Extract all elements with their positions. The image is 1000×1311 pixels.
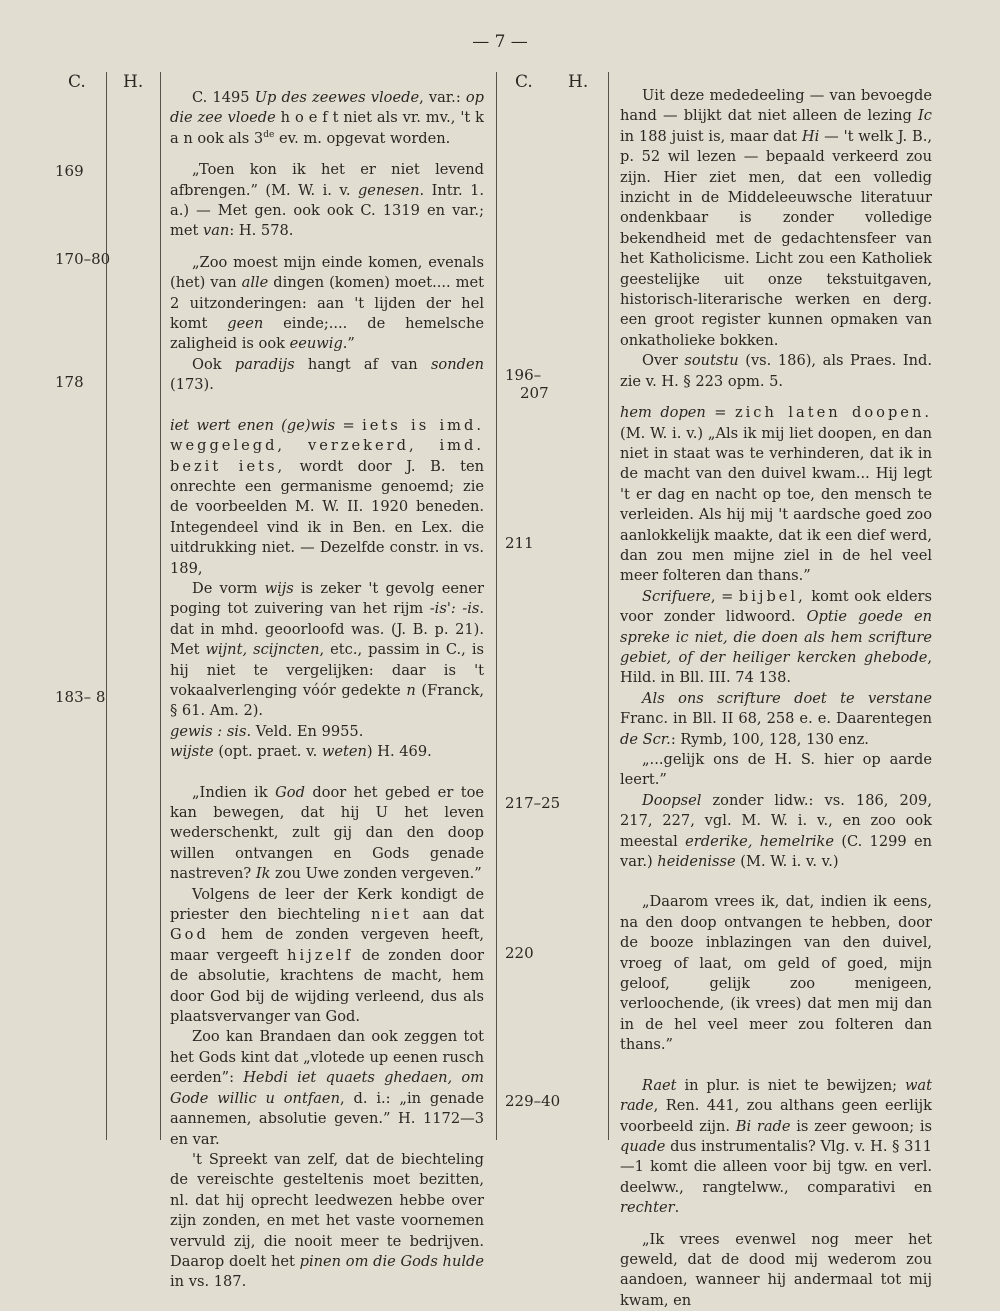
paragraph: iet wert enen (ge)wis = iets is imd. weggelegd, verzekerd, imd. bezit iets, wordt door J. B. ten onrechte een germanisme genoemd; zie de voorbeelden M. W. II. 1920 beneden. Integendeel vind ik in Ben. en Lex. die uitdrukking niet. — Dezelfde constr. in vs. 189, (170, 416, 484, 577)
margin-verse-ref: 170–80 (55, 250, 111, 268)
margin-verse-ref: 229–40 (505, 1092, 561, 1110)
paragraph: Raet in plur. is niet te bewijzen; wat rade, Ren. 441, zou althans geen eerlijk voorbeeld zijn. Bi rade is zeer gewoon; is quade dus instrumentalis? Vlg. v. H. § 311—1 komt die alleen voor bij tgw. en verl. deelww., rangtelww., comparativi en rechter. (620, 1076, 932, 1217)
paragraph: „Zoo moest mijn einde komen, evenals (het) van alle dingen (komen) moet.... met 2 uitzonderingen: aan 't lijden der hel komt geen einde;.... de hemelsche zaligheid is ook eeuwig.” (170, 253, 484, 353)
margin-verse-ref: 196– (505, 366, 542, 384)
paragraph: 't Spreekt van zelf, dat de biechteling de vereischte gesteltenis moet bezitten, nl. dat hij oprecht leedwezen hebbe over zijn zonden, en met het vaste voornemen vervuld zij, die nooit meer te bedrijven. Daarop doelt het pinen om die Gods hulde in vs. 187. (170, 1150, 484, 1291)
left-column-text (170, 88, 484, 1293)
col-header-h-left: H. (123, 72, 144, 92)
margin-verse-ref: 207 (520, 384, 549, 402)
margin-verse-ref: 211 (505, 534, 534, 552)
paragraph: „Toen kon ik het er niet levend afbrengen.” (M. W. i. v. genesen. Intr. 1. a.) — Met gen. ook ook C. 1319 en var.; met van: H. 578. (170, 161, 484, 240)
page-number: — 7 — (472, 32, 528, 52)
paragraph: Over soutstu (vs. 186), als Praes. Ind. zie v. H. § 223 opm. 5. (620, 352, 932, 390)
paragraph: hem dopen = zich laten doopen. (M. W. i. v.) „Als ik mij liet doopen, en dan niet in staat was te verhinderen, dat ik in de macht van den duivel kwam... Hij legt 't er dag en nacht op toe, den mensch te verleiden. Als hij mij 't aardsche goed zoo aanlokkelijk maakte, dat ik een dief werd, dan zou men mijne ziel in de hel veel meer folteren dan thans.” (620, 404, 932, 585)
paragraph: wijste (opt. praet. v. weten) H. 469. (170, 743, 432, 761)
col-header-h-right: H. (568, 72, 589, 92)
paragraph: „Daarom vrees ik, dat, indien ik eens, na den doop ontvangen te hebben, door de booze inblazingen van den duivel, vroeg of laat, om geld of goed, mijn geloof, gelijk zoo menigeen, verloochende, (ik vrees) dat men mij dan in de hel veel meer zou folteren dan thans.” (620, 893, 932, 1054)
margin-verse-ref: 169 (55, 162, 84, 180)
col-header-c-left: C. (68, 72, 86, 92)
margin-verse-ref: 220 (505, 944, 534, 962)
paragraph: Uit deze mededeeling — van bevoegde hand — blijkt dat niet alleen de lezing Ic in 188 juist is, maar dat Hi — 't welk J. B., p. 52 wil lezen — bepaald verkeerd zou zijn. Hier ziet men, dat een volledig inzicht in de Middeleeuwsche literatuur ondenkbaar is zonder volledige bekendheid met de gedachtensfeer van het Katholicisme. Licht zou een Katholiek geestelijke uit onze tekstuitgaven, historisch-literarische werken en derg. een groot register kunnen opmaken van onkatholieke bokken. (620, 87, 932, 349)
paragraph: Zoo kan Brandaen dan ook zeggen tot het Gods kint dat „vlotede up eenen rusch eerden”: Hebdi iet quaets ghedaen, om Gode willic u ontfaen, d. i.: „in genade aannemen, absolutie geven.” H. 1172—3 en var. (170, 1028, 484, 1148)
paragraph: Volgens de leer der Kerk kondigt de priester den biechteling niet aan dat God hem de zonden vergeven heeft, maar vergeeft hijzelf de zonden door de absolutie, krachtens de macht, hem door God bij de wijding verleend, dus als plaatsvervanger van God. (170, 885, 484, 1026)
paragraph: „...gelijk ons de H. S. hier op aarde leert.” (620, 751, 932, 789)
right-column-text (620, 86, 932, 1311)
margin-verse-ref: 178 (55, 373, 84, 391)
column-rule (608, 72, 609, 1140)
column-rule (160, 72, 161, 1140)
paragraph: De vorm wijs is zeker 't gevolg eener poging tot zuivering van het rijm -is': -is. dat in mhd. geoorloofd was. (J. B. p. 21). Met wijnt, scijncten, etc., passim in C., is hij niet te vergelijken: daar is 't vokaalverlenging vóór gedekte n (Franck, § 61. Am. 2). (170, 579, 485, 720)
paragraph: Scrifuere, = bijbel, komt ook elders voor zonder lidwoord. Optie goede en spreke ic niet, die doen als hem scrifture gebiet, of der heiliger kercken ghebode, Hild. in Bll. III. 74 138. (620, 587, 932, 687)
margin-verse-ref: 217–25 (505, 794, 561, 812)
paragraph: Doopsel zonder lidw.: vs. 186, 209, 217, 227, vgl. M. W. i. v., en zoo ook meestal erderike, hemelrike (C. 1299 en var.) heidenisse (M. W. i. v. v.) (620, 791, 933, 871)
paragraph: gewis : sis. Veld. En 9955. (170, 722, 364, 740)
paragraph: Als ons scrifture doet te verstane Franc. in Bll. II 68, 258 e. e. Daarentegen de Scr.: Rymb, 100, 128, 130 enz. (620, 689, 932, 748)
paragraph: Ook paradijs hangt af van sonden (173). (170, 355, 484, 394)
margin-verse-ref: 183– 8 (55, 688, 106, 706)
paragraph: C. 1495 Up des zeewes vloede, var.: op die zee vloede h o e f t niet als vr. mv., 't k a n ook als 3de ev. m. opgevat worden. (170, 89, 485, 147)
column-rule (496, 72, 497, 1140)
col-header-c-right: C. (515, 72, 533, 92)
column-rule (106, 72, 107, 1140)
paragraph: „Ik vrees evenwel nog meer het geweld, dat de dood mij wederom zou aandoen, wanneer hij andermaal tot mij kwam, en (620, 1230, 932, 1309)
paragraph: „Indien ik God door het gebed er toe kan bewegen, dat hij U het leven wederschenkt, zult gij dan den doop willen ontvangen en Gods genade nastreven? Ik zou Uwe zonden vergeven.” (170, 783, 485, 883)
